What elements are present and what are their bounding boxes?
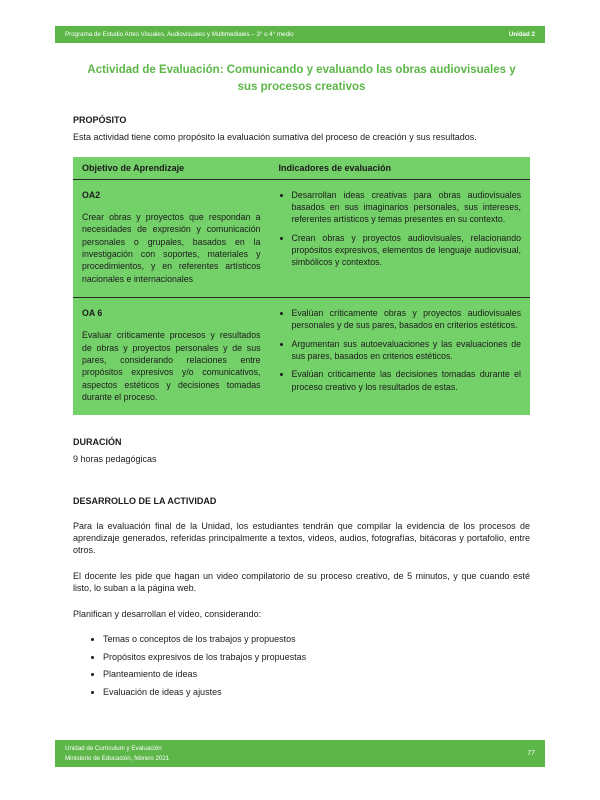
indicator-item: • Evalúan críticamente las decisiones tomadas durante el proceso creativo y los resultados de estas. — [292, 368, 522, 393]
video-considerations-list — [103, 633, 530, 698]
page-footer-bar — [55, 740, 545, 767]
desarrollo-paragraph: Planifican y desarrollan el video, considerando: — [73, 608, 262, 619]
duracion-text: 9 horas pedagógicas — [73, 454, 157, 465]
activity-title: Actividad de Evaluación: Comunicando y evaluando las obras audiovisuales y sus procesos creativos — [87, 64, 516, 93]
table-row — [73, 297, 530, 415]
desarrollo-heading: DESARROLLO DE LA ACTIVIDAD — [73, 495, 217, 506]
desarrollo-section — [73, 496, 530, 699]
oa-code: OA2 — [82, 189, 101, 200]
objectives-indicators-table — [73, 157, 530, 415]
table-row — [73, 179, 530, 297]
duracion-section — [73, 437, 530, 465]
objective-cell — [73, 297, 270, 415]
oa-code: OA 6 — [82, 307, 103, 318]
footer-institution — [65, 744, 169, 764]
objective-text: Crear obras y proyectos que respondan a necesidades de expresión y comunicación personales o grupales, basados en la investigación con soportes, materiales y procedimientos, y en referentes artísticos nacionales e internacionales — [82, 212, 261, 284]
indicator-list — [279, 189, 522, 269]
desarrollo-paragraph: El docente les pide que hagan un video compilatorio de su proceso creativo, de 5 minutos, y que cuando esté listo, lo suban a la página web. — [73, 570, 530, 594]
indicators-cell — [270, 179, 531, 297]
page-number: 77 — [527, 750, 535, 757]
video-consideration-item: • Propósitos expresivos de los trabajos y propuestas — [103, 651, 530, 664]
proposito-section — [73, 115, 530, 143]
footer-line1: Unidad de Curriculum y Evaluación — [65, 744, 162, 752]
footer-line2: Ministerio de Educación, febrero 2021 — [65, 754, 170, 762]
indicator-item: • Argumentan sus autoevaluaciones y las evaluaciones de sus pares, basados en criterios estéticos. — [292, 338, 522, 363]
proposito-heading: PROPÓSITO — [73, 115, 127, 126]
column-header-objetivo: Objetivo de Aprendizaje — [73, 157, 270, 180]
proposito-text: Esta actividad tiene como propósito la evaluación sumativa del proceso de creación y sus resultados. — [73, 132, 477, 143]
indicator-item: • Crean obras y proyectos audiovisuales, relacionando propósitos expresivos, elementos de lenguaje audiovisual, simbólicos y contextos. — [292, 232, 522, 269]
header-unit-label: Unidad 2 — [508, 31, 535, 38]
duracion-heading: DURACIÓN — [73, 437, 122, 448]
video-consideration-item: • Temas o conceptos de los trabajos y propuestos — [103, 633, 530, 646]
header-program-title: Programa de Estudio Artes Visuales, Audiovisuales y Multimediales – 3° o 4° medio — [65, 31, 294, 38]
indicators-cell — [270, 297, 531, 415]
objective-text: Evaluar críticamente procesos y resultados de obras y proyectos personales y de sus pares, considerando relaciones entre propósitos expresivos y/o comunicativos, aspectos estéticos y decisiones tomadas durante el proceso. — [82, 330, 261, 402]
page-header-bar — [55, 26, 545, 43]
table-header-row — [73, 157, 530, 180]
indicator-list — [279, 307, 522, 393]
document-body — [73, 62, 530, 703]
objective-cell — [73, 179, 270, 297]
indicator-item: • Evalúan críticamente obras y proyectos audiovisuales personales y de sus pares, basados en criterios estéticos. — [292, 307, 522, 332]
video-consideration-item: • Planteamiento de ideas — [103, 668, 530, 681]
column-header-indicadores: Indicadores de evaluación — [270, 157, 531, 180]
desarrollo-paragraph: Para la evaluación final de la Unidad, los estudiantes tendrán que compilar la evidencia de los procesos de aprendizaje generados, referidas principalmente a textos, videos, audios, fotografías, bitácoras y portafolio, entre otros. — [73, 520, 530, 556]
video-consideration-item: • Evaluación de ideas y ajustes — [103, 686, 530, 699]
indicator-item: • Desarrollan ideas creativas para obras audiovisuales basados en sus imaginarios personales, sus intereses, referentes artísticos y temas presentes en su contexto. — [292, 189, 522, 226]
